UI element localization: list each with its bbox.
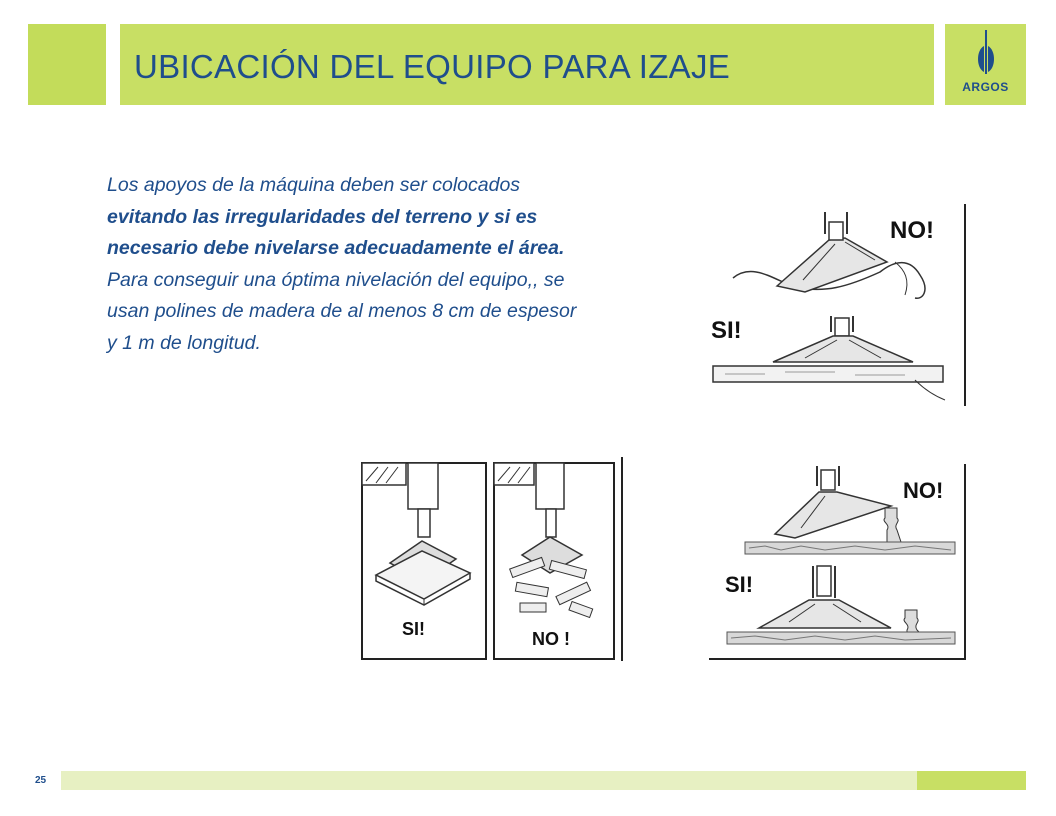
argos-logo-mark-icon: [945, 24, 1026, 80]
diagram-top-right: [705, 200, 970, 410]
footer-accent: [917, 771, 1026, 790]
bottom-right-si-label: SI!: [725, 572, 754, 597]
footer-bar: [61, 771, 917, 790]
diagram-bottom-left: [360, 455, 626, 663]
bottom-no-label: NO !: [532, 629, 570, 649]
diagram-bottom-right: [705, 462, 970, 662]
title-accent-block: [28, 24, 106, 105]
body-paragraph: [107, 170, 577, 359]
body-text-regular-1: Los apoyos de la máquina deben ser colocados: [107, 174, 521, 196]
logo-text: ARGOS: [962, 80, 1009, 94]
argos-logo: [945, 24, 1026, 105]
page-number: 25: [35, 775, 47, 786]
slide-title: UBICACIÓN DEL EQUIPO PARA IZAJE: [134, 48, 731, 85]
bottom-si-label: SI!: [402, 619, 426, 639]
top-no-label: NO!: [890, 217, 934, 244]
bottom-right-no-label: NO!: [903, 478, 944, 503]
body-text-bold: evitando las irregularidades del terreno y si es necesario debe nivelarse adecuadamente el área.: [107, 205, 565, 259]
title-bar: [120, 24, 934, 105]
top-si-label: SI!: [711, 317, 742, 344]
body-text-regular-2: Para conseguir una óptima nivelación del equipo,, se usan polines de madera de al menos 8 cm de espesor y 1 m de longitud.: [107, 268, 577, 354]
